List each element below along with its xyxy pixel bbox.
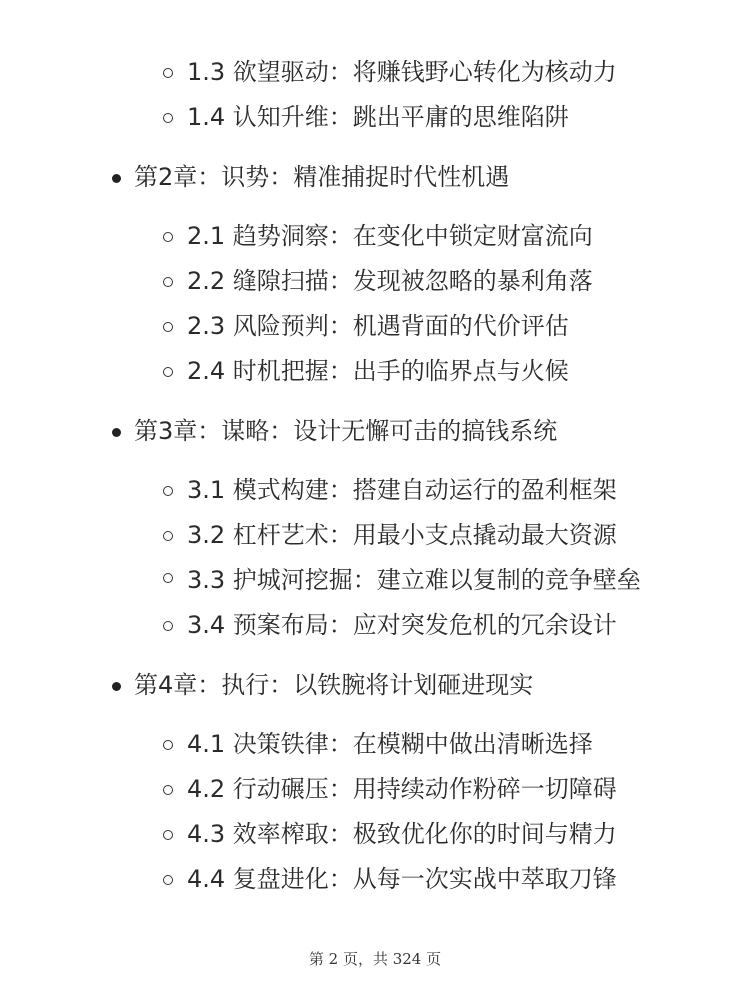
section-title: 3.4 预案布局：应对突发危机的冗余设计	[187, 611, 617, 639]
section-title: 4.2 行动碾压：用持续动作粉碎一切障碍	[187, 775, 617, 803]
section-item	[0, 812, 750, 857]
chapter-heading	[0, 154, 750, 200]
chapter-1-continued	[0, 50, 750, 140]
hollow-bullet-icon	[163, 68, 173, 78]
chapter-heading	[0, 662, 750, 708]
section-item	[0, 349, 750, 394]
chapter-3	[0, 408, 750, 648]
section-title: 4.1 决策铁律：在模糊中做出清晰选择	[187, 730, 593, 758]
hollow-bullet-icon	[163, 113, 173, 123]
chapter-title: 第3章：谋略：设计无懈可击的搞钱系统	[134, 417, 558, 445]
section-item	[0, 304, 750, 349]
chapter-title: 第4章：执行：以铁腕将计划砸进现实	[134, 671, 534, 699]
page-number-label: 第 2 页，共 324 页	[308, 950, 442, 968]
section-list	[0, 468, 750, 648]
section-title: 2.2 缝隙扫描：发现被忽略的暴利角落	[187, 267, 593, 295]
hollow-bullet-icon	[163, 621, 173, 631]
section-item	[0, 50, 750, 95]
section-item	[0, 468, 750, 513]
section-title: 1.3 欲望驱动：将赚钱野心转化为核动力	[187, 58, 617, 86]
chapter-2	[0, 154, 750, 394]
hollow-bullet-icon	[163, 322, 173, 332]
section-title: 4.4 复盘进化：从每一次实战中萃取刀锋	[187, 865, 617, 893]
spacer	[0, 140, 750, 154]
section-list	[0, 50, 750, 140]
filled-bullet-icon	[112, 174, 121, 183]
section-title: 1.4 认知升维：跳出平庸的思维陷阱	[187, 103, 569, 131]
filled-bullet-icon	[112, 428, 121, 437]
section-title: 2.1 趋势洞察：在变化中锁定财富流向	[187, 222, 593, 250]
hollow-bullet-icon	[163, 740, 173, 750]
section-item	[0, 214, 750, 259]
spacer	[0, 648, 750, 662]
section-item	[0, 857, 750, 902]
page-footer	[0, 948, 750, 969]
hollow-bullet-icon	[163, 785, 173, 795]
section-item	[0, 95, 750, 140]
section-list	[0, 722, 750, 902]
hollow-bullet-icon	[163, 486, 173, 496]
chapter-title: 第2章：识势：精准捕捉时代性机遇	[134, 163, 510, 191]
table-of-contents	[0, 50, 750, 902]
section-title: 3.1 模式构建：搭建自动运行的盈利框架	[187, 476, 617, 504]
section-title: 4.3 效率榨取：极致优化你的时间与精力	[187, 820, 617, 848]
hollow-bullet-icon	[163, 277, 173, 287]
hollow-bullet-icon	[163, 367, 173, 377]
section-item	[0, 259, 750, 304]
spacer	[0, 200, 750, 214]
filled-bullet-icon	[112, 682, 121, 691]
section-title: 2.4 时机把握：出手的临界点与火候	[187, 357, 569, 385]
section-title: 2.3 风险预判：机遇背面的代价评估	[187, 312, 569, 340]
hollow-bullet-icon	[163, 573, 173, 583]
spacer	[0, 708, 750, 722]
section-item	[0, 558, 750, 603]
section-item	[0, 722, 750, 767]
chapter-heading	[0, 408, 750, 454]
spacer	[0, 454, 750, 468]
hollow-bullet-icon	[163, 875, 173, 885]
hollow-bullet-icon	[163, 232, 173, 242]
section-list	[0, 214, 750, 394]
section-item	[0, 767, 750, 812]
hollow-bullet-icon	[163, 830, 173, 840]
section-title: 3.2 杠杆艺术：用最小支点撬动最大资源	[187, 521, 617, 549]
spacer	[0, 394, 750, 408]
section-item	[0, 513, 750, 558]
section-item	[0, 603, 750, 648]
section-title: 3.3 护城河挖掘：建立难以复制的竞争壁垒	[187, 566, 641, 594]
hollow-bullet-icon	[163, 531, 173, 541]
chapter-4	[0, 662, 750, 902]
